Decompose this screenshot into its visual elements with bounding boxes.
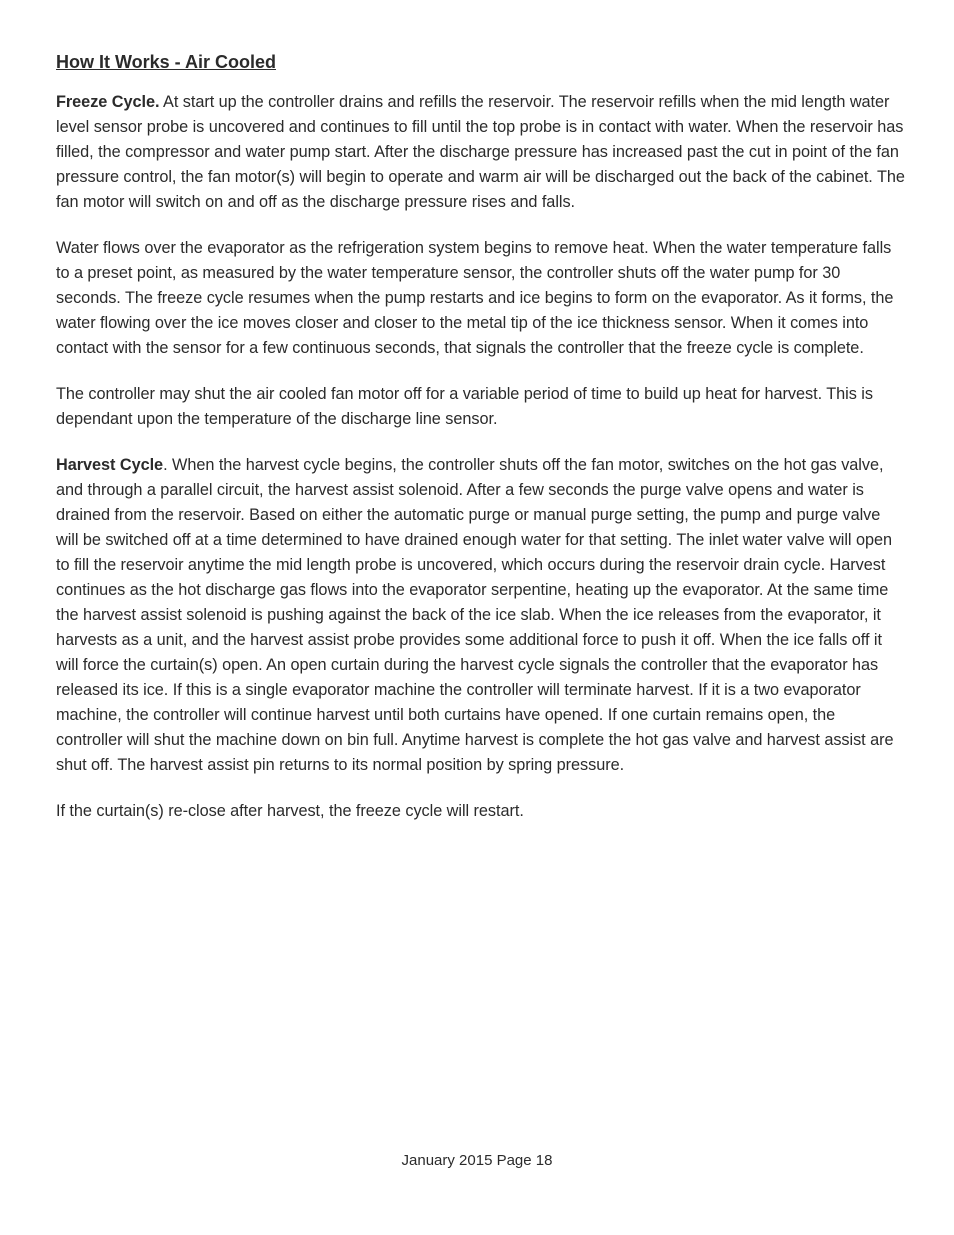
paragraph-restart: If the curtain(s) re-close after harvest, the freeze cycle will restart. <box>56 802 524 820</box>
page-title: How It Works - Air Cooled <box>56 52 277 72</box>
harvest-cycle-text: . When the harvest cycle begins, the controller shuts off the fan motor, switches on the hot gas valve, and through a parallel circuit, the harvest assist solenoid. After a few seconds the purge valve opens and water is drained from the reservoir. Based on either the automatic purge or manual purge setting, the pump and purge valve will be switched off at a time determined to have drained enough water for that setting. The inlet water valve will open to fill the reservoir anytime the mid length probe is uncovered, which occurs during the reservoir drain cycle. Harvest continues as the hot discharge gas flows into the evaporator serpentine, heating up the evaporator. At the same time the harvest assist solenoid is pushing against the back of the ice slab. When the ice releases from the evaporator, it harvests as a unit, and the harvest assist probe provides some additional force to push it off. When the ice falls off it will force the curtain(s) open. An open curtain during the harvest cycle signals the controller that the evaporator has released its ice. If this is a single evaporator machine the controller will terminate harvest. If it is a two evaporator machine, the controller will continue harvest until both curtains have opened. If one curtain remains open, the controller will shut the machine down on bin full. Anytime harvest is complete the hot gas valve and harvest assist are shut off. The harvest assist pin returns to its normal position by spring pressure. <box>56 456 894 774</box>
page-content <box>56 50 906 845</box>
paragraph-water-flow: Water flows over the evaporator as the refrigeration system begins to remove heat. When the water temperature falls to a preset point, as measured by the water temperature sensor, the controller shuts off the water pump for 30 seconds. The freeze cycle resumes when the pump restarts and ice begins to form on the evaporator. As it forms, the water flowing over the ice moves closer and closer to the metal tip of the ice thickness sensor. When it comes into contact with the sensor for a few continuous seconds, that signals the controller that the freeze cycle is complete. <box>56 239 894 357</box>
page-footer: January 2015 Page 18 <box>401 1152 553 1169</box>
paragraph-fan-motor: The controller may shut the air cooled fan motor off for a variable period of time to build up heat for harvest. This is dependant upon the temperature of the discharge line sensor. <box>56 385 873 428</box>
paragraph-freeze-cycle <box>56 90 906 215</box>
freeze-cycle-text: At start up the controller drains and refills the reservoir. The reservoir refills when the mid length water level sensor probe is uncovered and continues to fill until the top probe is in contact with water. When the reservoir has filled, the compressor and water pump start. After the discharge pressure has increased past the cut in point of the fan pressure control, the fan motor(s) will begin to operate and warm air will be discharged out the back of the cabinet. The fan motor will switch on and off as the discharge pressure rises and falls. <box>56 93 905 211</box>
harvest-cycle-label: Harvest Cycle <box>56 456 164 474</box>
freeze-cycle-label: Freeze Cycle. <box>56 93 160 111</box>
paragraph-harvest-cycle <box>56 453 906 778</box>
